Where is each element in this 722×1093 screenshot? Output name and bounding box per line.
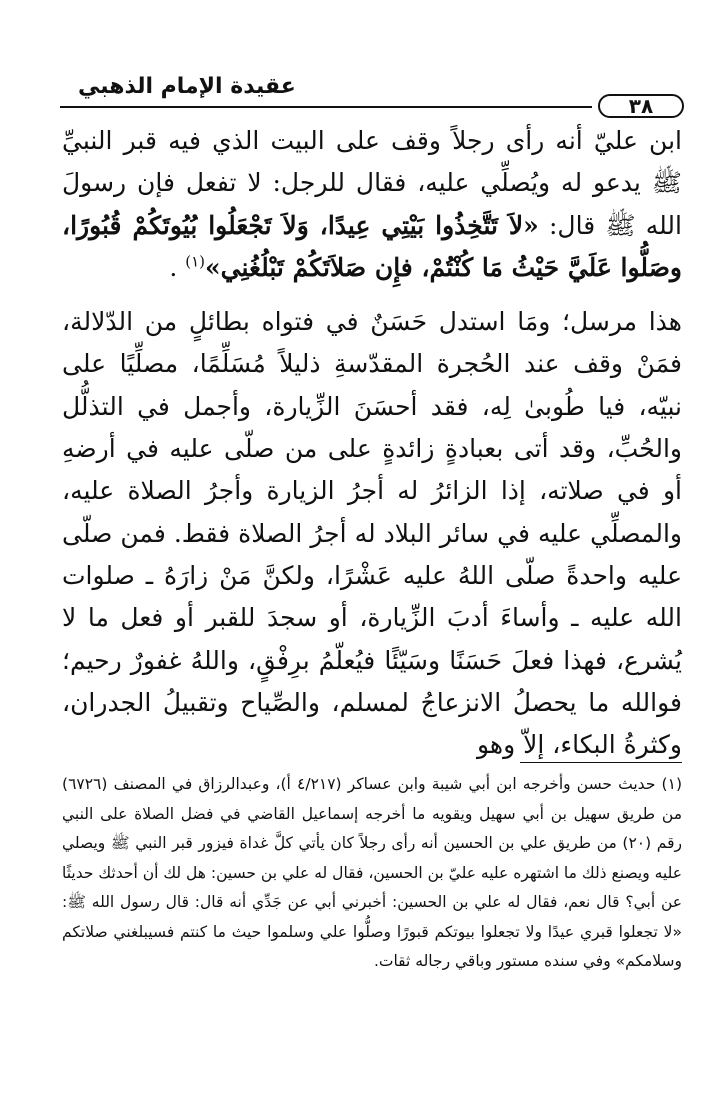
footnote-1: (١) حديث حسن وأخرجه ابن أبي شيبة وابن عساكر (٤/٢١٧ أ)، وعبدالرزاق في المصنف (٦٧٢٦) من طريق سهيل بن أبي سهيل ويقويه ما أخرجه إسماعيل القاضي في فضل الصلاة على النبي رقم (٢٠) من طريق علي بن الحسين أنه رأى رجلاً كان يأتي كلَّ غداة فيزور قبر النبي ﷺ ويصلي عليه ويصنع ذلك ما اشتهره عليه عليّ بن الحسين، فقال له علي بن حسين: هل لك أن أحدثك حديثًا عن أبي؟ قال نعم، فقال له علي بن الحسين: أخبرني أبي عن جَدِّي أنه قال: قال رسول الله ﷺ: «لا تجعلوا قبري عيدًا ولا تجعلوا بيوتكم قبورًا وصلُّوا علي وسلموا حيث ما كنتم فسيبلغني صلاتكم وسلامكم» وفي سنده مستور وباقي رجاله ثقات. (62, 775, 682, 970)
paragraph-1-closing: . (169, 252, 178, 282)
hadith-quote: «لاَ تَتَّخِذُوا بَيْتِي عِيدًا، وَلاَ تَجْعَلُوا بُيُوتَكُمْ قُبُورًا، وصَلُّوا عَلَيَّ حَيْثُ مَا كُنْتُمْ، فإِن صَلاَتَكُمْ تَبْلُغُنِي» (62, 210, 682, 282)
body-paragraph-2: هذا مرسل؛ ومَا استدل حَسَنٌ في فتواه بطائلٍ من الدّلالة، فمَنْ وقف عند الحُجرة المقدّسةِ ذليلاً مُسَلِّمًا، مصلِّيًا على نبيّه، فيا طُوبىٰ لِه، فقد أحسَنَ الزِّيارة، وأجمل في التذلُّل والحُبِّ، وقد أتى بعبادةٍ زائدةٍ على من صلّى عليه في أرضهِ أو في صلاته، إذا الزائرُ له أجرُ الزيارة وأجرُ الصلاة عليه، والمصلِّي عليه في سائر البلاد له أجرُ الصلاة فقط. فمن صلّى عليه واحدةً صلّى اللهُ عليه عَشْرًا، ولكنَّ مَنْ زارَهُ ـ صلوات الله عليه ـ وأساءَ أدبَ الزِّيارة، أو سجدَ للقبر أو فعل ما لا يُشرع، فهذا فعلَ حَسَنًا وسَيّئًا فيُعلّمُ برِفْقٍ، واللهُ غفورٌ رحيم؛ فوالله ما يحصلُ الانزعاجُ لمسلم، والصِّياح وتقبيلُ الجدران، وكثرةُ البكاء، إلاّ وهو (62, 307, 682, 760)
page-header (60, 74, 684, 122)
footnotes (62, 770, 682, 977)
footnote-reference: (١) (185, 252, 206, 271)
header-rule (60, 106, 592, 108)
footnote-separator (520, 762, 682, 763)
body-paragraph-1 (62, 120, 682, 289)
page-number-badge (598, 94, 684, 118)
running-header-title: عقيدة الإمام الذهبي (78, 74, 296, 99)
page-number: ٣٨ (628, 94, 654, 118)
body-text (62, 120, 682, 766)
paragraph-1-intro: ابن عليّ أنه رأى رجلاً وقف على البيت الذي فيه قبر النبيِّ ﷺ يدعو له ويُصلِّي عليه، فقال للرجل: لا تفعل فإن رسولَ الله ﷺ قال: (62, 126, 682, 240)
